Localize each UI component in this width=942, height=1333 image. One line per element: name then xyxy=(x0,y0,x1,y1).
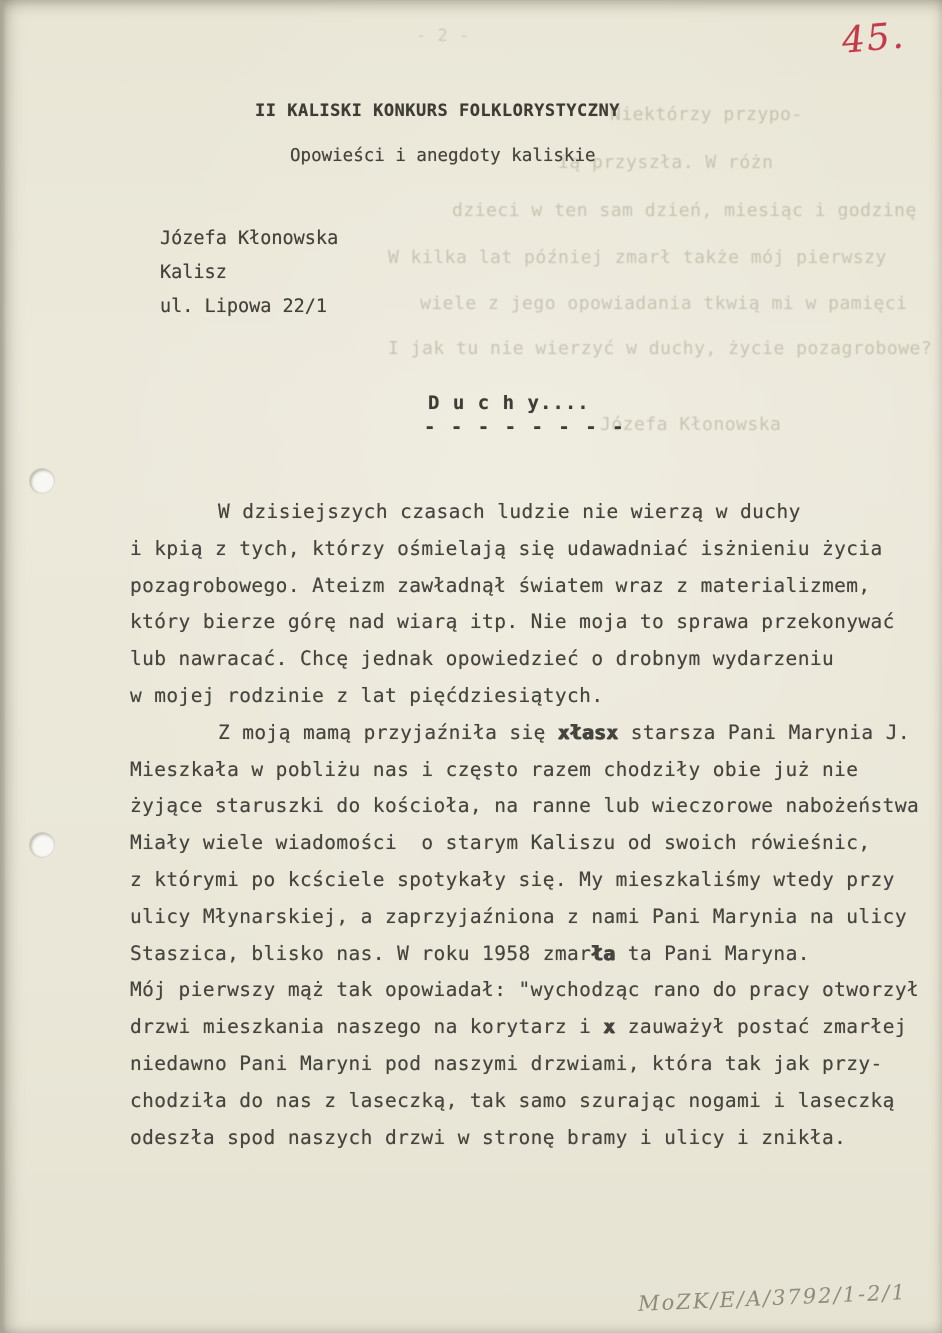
archive-number: MoZK/E/A/3792/1-2/1 xyxy=(637,1280,908,1316)
typed-text: Mój pierwszy mąż tak opowiadał: "wychodząc rano do pracy otworzył xyxy=(130,978,920,1002)
overstruck-text: x xyxy=(603,1015,616,1039)
typed-text: niedawno Pani Maryni pod naszymi drzwiami, która tak jak przy- xyxy=(130,1051,883,1075)
typed-text: który bierze górę nad wiarą itp. Nie moja to sprawa przekonywać xyxy=(130,610,895,634)
body-line xyxy=(130,678,930,715)
story-title: D u c h y.... xyxy=(428,392,590,414)
author-name: Józefa Kłonowska xyxy=(160,228,339,249)
contest-title: II KALISKI KONKURS FOLKLORYSTYCZNY xyxy=(255,101,620,121)
body-line xyxy=(130,1120,930,1157)
body-line xyxy=(130,862,930,899)
typed-text: ta Pani Maryna. xyxy=(615,941,810,965)
bleedthrough-line: ią przyszła. W różn xyxy=(558,152,774,173)
author-city: Kalisz xyxy=(160,262,227,283)
punch-hole-bottom xyxy=(30,833,54,857)
overstruck-text: ła xyxy=(591,941,616,965)
body-line xyxy=(130,1009,930,1046)
body-line xyxy=(130,899,930,936)
typed-text: w mojej rodzinie z lat pięćdziesiątych. xyxy=(130,683,604,707)
contest-subtitle: Opowieści i anegdoty kaliskie xyxy=(290,146,596,166)
bleedthrough-line: I jak tu nie wierzyć w duchy, życie pozagrobowe? xyxy=(388,338,933,359)
body-line xyxy=(130,494,930,531)
body-line xyxy=(130,752,930,789)
typed-text: Mieszkała w pobliżu nas i często razem chodziły obie już nie xyxy=(130,757,859,781)
body-line xyxy=(130,972,930,1009)
typed-text: W dzisiejszych czasach ludzie nie wierzą w duchy xyxy=(218,500,801,523)
story-title-underline: - - - - - - - - xyxy=(424,416,626,438)
typed-text: odeszła spod naszych drzwi w stronę bramy i ulicy i znikła. xyxy=(130,1125,847,1149)
bleedthrough-line: W kilka lat później zmarł także mój pierwszy xyxy=(388,247,887,268)
bleedthrough-line: Niektórzy przypo- xyxy=(610,104,803,125)
typed-text: i kpią z tych, którzy ośmielają się udawadniać isżnieniu życia xyxy=(130,536,883,560)
typed-text: pozagrobowego. Ateizm zawładnął światem wraz z materializmem, xyxy=(130,573,871,597)
body-line xyxy=(130,936,930,973)
typed-text: z którymi po kcściele spotykały się. My mieszkaliśmy wtedy przy xyxy=(130,867,895,891)
punch-hole-top xyxy=(30,469,54,493)
typed-text: Miały wiele wiadomości o starym Kaliszu od swoich rówieśnic, xyxy=(130,831,871,855)
body-line xyxy=(130,825,930,862)
body-line xyxy=(130,604,930,641)
typed-text: starsza Pani Marynia J. xyxy=(618,720,910,744)
author-block xyxy=(160,222,338,324)
typed-text: Staszica, blisko nas. W roku 1958 zmar xyxy=(130,941,592,965)
body-line xyxy=(130,788,930,825)
typed-text: ulicy Młynarskiej, a zaprzyjaźniona z nami Pani Marynia na ulicy xyxy=(130,904,907,928)
handwritten-page-number: 45. xyxy=(840,15,907,62)
body-line xyxy=(130,568,930,605)
typed-text: chodziła do nas z laseczką, tak samo szurając nogami i laseczką xyxy=(130,1088,895,1112)
bleedthrough-line: dzieci w ten sam dzień, miesiąc i godzinę xyxy=(452,200,917,221)
author-address: ul. Lipowa 22/1 xyxy=(160,296,328,317)
faint-page-number: - 2 - xyxy=(416,26,470,46)
body-line xyxy=(130,641,930,678)
body-line xyxy=(130,715,930,752)
overstruck-text: xłasx xyxy=(557,720,619,744)
body-paragraph xyxy=(130,494,930,1156)
typed-text: drzwi mieszkania naszego na korytarz i xyxy=(130,1015,604,1039)
typed-text: lub nawracać. Chcę jednak opowiedzieć o drobnym wydarzeniu xyxy=(130,647,835,671)
body-line xyxy=(130,1046,930,1083)
bleedthrough-line: wiele z jego opowiadania tkwią mi w pamięci xyxy=(420,293,908,314)
typed-text: zauważył postać zmarłej xyxy=(615,1015,907,1039)
body-line xyxy=(130,531,930,568)
typed-text: żyjące staruszki do kościoła, na ranne lub wieczorowe nabożeństwa xyxy=(130,794,920,818)
bleedthrough-signature: Józefa Kłonowska xyxy=(600,414,782,435)
typed-text: Z moją mamą przyjaźniła się xyxy=(218,720,558,744)
body-line xyxy=(130,1083,930,1120)
